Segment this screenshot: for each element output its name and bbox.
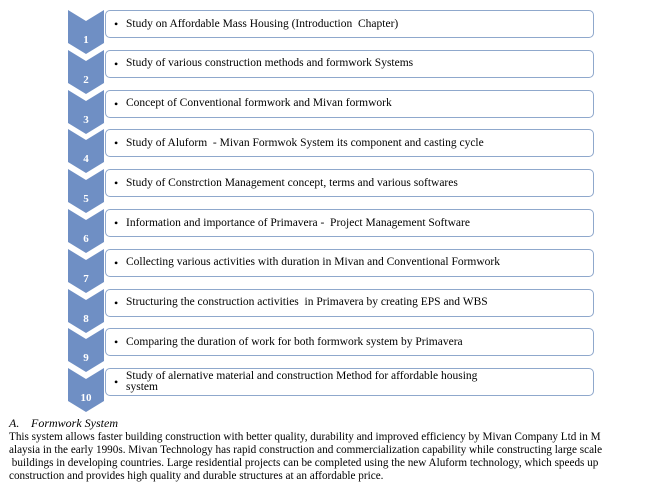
bullet-icon: • xyxy=(114,17,119,31)
flow-step xyxy=(0,169,651,209)
flow-step xyxy=(0,50,651,90)
step-box xyxy=(105,249,594,277)
flow-step xyxy=(0,90,651,130)
step-label: Study of Aluform - Mivan Formwok System its component and casting cycle xyxy=(126,136,484,149)
chevron-arrow-icon xyxy=(68,249,104,293)
step-box xyxy=(105,50,594,78)
step-box xyxy=(105,169,594,197)
section-body xyxy=(9,431,645,483)
step-number: 9 xyxy=(83,352,89,365)
bullet-icon: • xyxy=(114,216,119,230)
body-line-3: buildings in developing countries. Large residential projects can be completed using the new Aluform technology, which speeds up xyxy=(9,457,599,469)
bullet-icon: • xyxy=(114,56,119,71)
chevron-arrow-icon xyxy=(68,10,104,54)
bullet-icon: • xyxy=(114,255,119,270)
flow-step xyxy=(0,129,651,169)
bullet-icon: • xyxy=(114,96,119,111)
step-label: Collecting various activities with duration in Mivan and Conventional Formwork xyxy=(126,256,501,269)
chevron-arrow-icon xyxy=(68,129,104,173)
step-number: 4 xyxy=(83,153,89,166)
flow-step xyxy=(0,289,651,329)
step-label: Comparing the duration of work for both formwork system by Primavera xyxy=(126,335,463,348)
bullet-icon: • xyxy=(114,375,119,390)
flow-step xyxy=(0,209,651,249)
bullet-icon: • xyxy=(114,136,119,151)
chevron-arrow-icon xyxy=(68,328,104,372)
section-number: A. xyxy=(9,416,20,430)
step-number: 10 xyxy=(80,392,92,405)
step-number: 8 xyxy=(83,312,89,325)
step-label: Study of Constrction Management concept, terms and various softwares xyxy=(126,176,458,189)
section-title: Formwork System xyxy=(31,416,118,430)
bullet-icon: • xyxy=(114,176,119,191)
step-label: Study on Affordable Mass Housing (Introduction Chapter) xyxy=(126,17,399,30)
flow-step xyxy=(0,10,651,50)
step-number: 2 xyxy=(83,73,89,86)
step-number: 6 xyxy=(83,233,89,245)
step-label: Study of various construction methods and formwork Systems xyxy=(126,57,414,70)
step-label: Study of alernative material and construction Method for affordable housing system xyxy=(126,370,478,394)
step-box xyxy=(105,129,594,157)
bullet-icon: • xyxy=(114,295,119,310)
flow-step xyxy=(0,328,651,368)
step-number: 7 xyxy=(83,272,89,285)
chevron-arrow-icon xyxy=(68,90,104,134)
step-label: Information and importance of Primavera - Project Management Software xyxy=(126,216,470,229)
step-box xyxy=(105,209,594,237)
step-label: Structuring the construction activities in Primavera by creating EPS and WBS xyxy=(126,296,488,309)
flow-step xyxy=(0,368,651,408)
chevron-arrow-icon xyxy=(68,50,104,94)
step-box xyxy=(105,90,594,118)
step-box xyxy=(105,289,594,317)
step-number: 5 xyxy=(83,193,89,206)
step-box xyxy=(105,368,594,396)
bullet-icon: • xyxy=(114,335,119,350)
flow-step xyxy=(0,249,651,289)
step-box xyxy=(105,10,594,38)
chevron-arrow-icon xyxy=(68,368,104,412)
chevron-arrow-icon xyxy=(68,289,104,333)
body-line-2: alaysia in the early 1990s. Mivan Technology has rapid construction and commercialization capability while constructing large scale xyxy=(9,444,603,456)
step-number: 1 xyxy=(83,34,89,46)
chevron-arrow-icon xyxy=(68,169,104,213)
step-box xyxy=(105,328,594,356)
step-label: Concept of Conventional formwork and Mivan formwork xyxy=(126,97,392,110)
body-line-1: This system allows faster building construction with better quality, durability and improved efficiency by Mivan Company Ltd in M xyxy=(9,431,601,443)
step-number: 3 xyxy=(83,113,89,126)
section-heading xyxy=(9,416,118,431)
body-line-4: construction and provides high quality and durable structures at an affordable price. xyxy=(9,470,384,482)
chevron-arrow-icon xyxy=(68,209,104,253)
